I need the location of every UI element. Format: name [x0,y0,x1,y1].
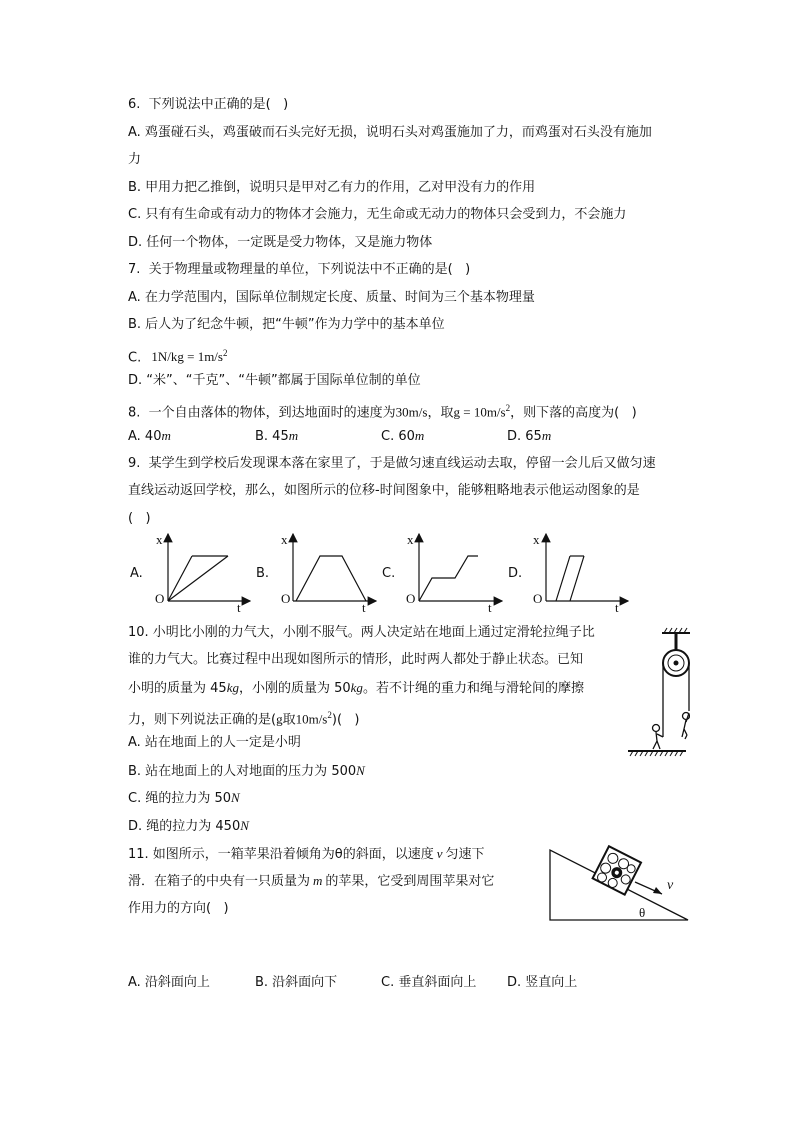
q9-graph-d-t-label: t [615,600,619,615]
q11-stem-line3: 作用力的方向( ) [128,901,229,916]
q10-stem-line2: 谁的力气大。比赛过程中出现如图所示的情形，此时两人都处于静止状态。已知 [128,652,584,667]
q11-l2-m: m [313,873,323,888]
q11-option-c: C. 垂直斜面向上 [381,975,477,990]
q7-option-c-sup: 2 [222,348,228,358]
q6-option-b: B. 甲用力把乙推倒，说明只是甲对乙有力的作用，乙对甲没有力的作用 [128,180,536,195]
q9-graph-d-plot [546,534,628,601]
q8-stem-a: 8. 一个自由落体的物体，到达地面时的速度为 [128,405,396,421]
q10-stem-line1: 10. 小明比小刚的力气大，小刚不服气。两人决定站在地面上通过定滑轮拉绳子比 [128,625,595,640]
q10-option-c-unit: N [231,790,240,805]
q10-option-d-text: D. 绳的拉力为 450 [128,819,241,834]
q11-l2b: 的苹果，它受到周围苹果对它 [325,874,495,889]
q11-l1-v: v [436,846,443,861]
q10-option-b-text: B. 站在地面上的人对地面的压力为 500 [128,764,357,779]
q11-figure-v-label: v [667,878,674,893]
q9-stem-line3: ( ) [128,511,151,526]
q11-stem-line1 [128,845,485,864]
q10-l3b: ，小刚的质量为 50 [238,681,351,696]
q6-option-d: D. 任何一个物体，一定既是受力物体，又是施力物体 [128,235,433,250]
q9-stem-line2: 直线运动返回学校，那么，如图所示的位移-时间图象中，能够粗略地表示他运动图象的是 [128,483,640,498]
q9-graph-c-label: C. [382,566,396,581]
q11-option-a: A. 沿斜面向上 [128,975,210,990]
q8-option-c-unit: m [414,428,425,443]
q11-option-d: D. 竖直向上 [507,975,578,990]
q11-l1b: 匀速下 [445,847,485,862]
q8-option-b-label: B. 45 [255,429,289,444]
q10-stem-line3 [128,679,584,698]
q8-option-d-unit: m [541,428,552,443]
q10-standing-person [653,725,664,750]
q7-option-c-formula: 1N/kg = 1m/s [151,349,223,365]
q8-gravity: g = 10m/s [453,404,506,420]
q8-stem-c: ，则下落的高度为( ) [510,405,637,421]
q9-graph-b-origin: O [281,591,291,606]
q9-graph-c-plot [419,534,502,601]
q9-graph-d-x-label: x [533,532,540,547]
q7-stem: 7. 关于物理量或物理量的单位，下列说法中不正确的是( ) [128,262,471,277]
q8-option-a-label: A. 40 [128,429,162,444]
q11-l2a: 滑．在箱子的中央有一只质量为 [128,874,311,889]
q7-option-c-label: C. [128,350,142,366]
q9-graph-a-label: A. [130,566,143,581]
q8-gravity-sup: 2 [505,403,511,413]
q10-l3-unit1: kg [226,680,239,695]
q6-stem: 6. 下列说法中正确的是( ) [128,97,289,112]
q11-option-b: B. 沿斜面向下 [255,975,338,990]
q10-option-d-unit: N [240,818,249,833]
q10-option-b-unit: N [356,763,365,778]
q10-l3c: 。若不计绳的重力和绳与滑轮间的摩擦 [362,681,584,696]
q9-graph-d-origin: O [533,591,543,606]
q10-l4a: 力，则下列说法正确的是( [128,712,277,728]
q10-l3a: 小明的质量为 45 [128,681,227,696]
q8-option-c-label: C. 60 [381,429,415,444]
q11-l1a: 11. 如图所示，一箱苹果沿着倾角为θ的斜面，以速度 [128,847,434,862]
q6-option-a: A. 鸡蛋碰石头，鸡蛋破而石头完好无损，说明石头对鸡蛋施加了力，而鸡蛋对石头没有施加 [128,125,652,140]
q9-graph-a-x-label: x [156,532,163,547]
q8-stem-b: ，取 [427,405,454,421]
q10-pulley-figure [620,625,690,765]
q10-option-c-text: C. 绳的拉力为 50 [128,791,232,806]
q10-option-c [128,789,240,808]
q9-stem-line1: 9. 某学生到学校后发现课本落在家里了，于是做匀速直线运动去取，停留一会儿后又做匀速 [128,456,656,471]
q9-graph-b-x-label: x [281,532,288,547]
q7-option-d: D. “米”、“千克”、“牛顿”都属于国际单位制的单位 [128,373,421,388]
q9-graph-a-origin: O [155,591,165,606]
q9-graph-c-t-label: t [488,600,492,615]
q7-option-b: B. 后人为了纪念牛顿，把“牛顿”作为力学中的基本单位 [128,317,445,332]
q10-l4-gravity: g取10m/s [276,711,328,727]
q10-hanging-person [682,713,690,740]
q8-option-a-unit: m [161,428,171,443]
q10-l3-unit2: kg [350,680,363,695]
q9-graph-a-plot [168,534,250,601]
q10-stem-line4 [128,706,360,729]
q9-graph-c-x-label: x [407,532,414,547]
q11-stem-line2 [128,872,494,891]
q11-figure-theta-label: θ [639,905,646,920]
q10-option-d [128,817,249,836]
q9-graph-b-t-label: t [362,600,366,615]
q9-graph-b-plot [293,534,376,601]
q8-option-b-unit: m [288,428,299,443]
q6-option-c: C. 只有有生命或有动力的物体才会施力，无生命或无动力的物体只会受到力，不会施力 [128,207,627,222]
q10-option-b [128,762,365,781]
q9-graph-b-label: B. [256,566,270,581]
q7-option-a: A. 在力学范围内，国际单位制规定长度、质量、时间为三个基本物理量 [128,290,535,305]
q10-l4-sup: 2 [327,710,332,720]
q10-option-a: A. 站在地面上的人一定是小明 [128,735,301,750]
q10-l4b: )( ) [331,712,360,728]
q8-velocity: 30m/s [395,404,428,420]
q9-graph-a-t-label: t [237,600,241,615]
q6-option-a-cont: 力 [128,152,142,167]
q8-option-d-label: D. 65 [507,429,542,444]
q9-graph-c-origin: O [406,591,416,606]
q9-graph-d-label: D. [508,566,523,581]
